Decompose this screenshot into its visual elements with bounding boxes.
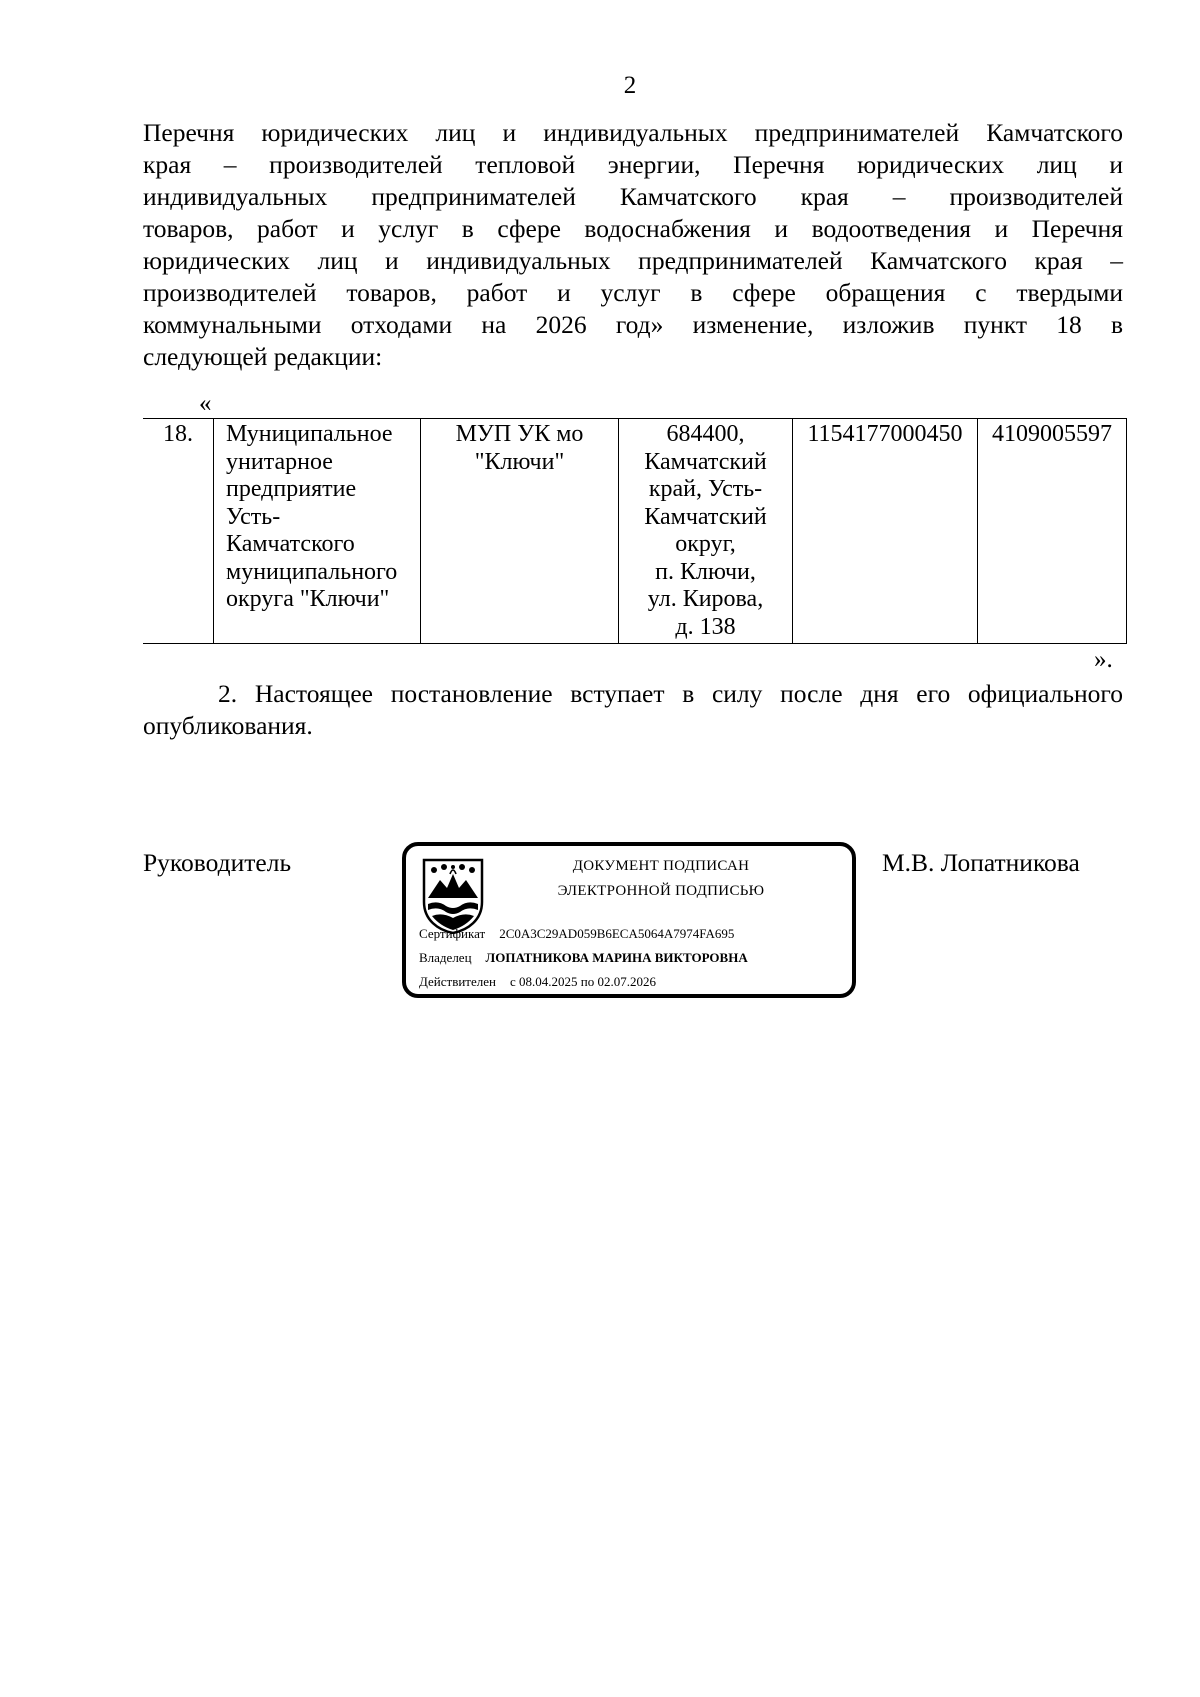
full-name-line: предприятие: [226, 476, 357, 502]
address-cell: [619, 419, 793, 644]
intro-line: товаров, работ и услуг в сфере водоснабжения и водоотведения и Перечня: [143, 214, 1123, 243]
kamchatka-coat-of-arms-icon: [422, 858, 484, 934]
short-name-cell: [421, 419, 619, 644]
full-name-line: Усть-: [226, 503, 281, 530]
validity-label: Действителен: [419, 974, 496, 989]
electronic-signature-stamp: [402, 842, 856, 998]
address-line: Камчатский: [644, 448, 767, 475]
ogrn-cell: [793, 419, 978, 644]
opening-quote: «: [199, 390, 212, 417]
inn-value: 4109005597: [992, 421, 1112, 447]
page-number: 2: [623, 72, 637, 99]
full-name-line: Камчатского: [226, 531, 355, 557]
intro-line: края – производителей тепловой энергии, Перечня юридических лиц и: [143, 150, 1123, 179]
signatory-name: М.В. Лопатникова: [882, 848, 1080, 877]
address-line: Камчатский: [644, 503, 767, 530]
intro-line: юридических лиц и индивидуальных предпринимателей Камчатского края –: [143, 246, 1123, 275]
intro-line: Перечня юридических лиц и индивидуальных предпринимателей Камчатского: [143, 118, 1123, 147]
intro-line: следующей редакции:: [143, 342, 383, 371]
address-line: п. Ключи,: [655, 558, 756, 585]
ogrn-value: 1154177000450: [807, 421, 963, 447]
row-number-cell: [143, 419, 214, 644]
intro-line: производителей товаров, работ и услуг в сфере обращения с твердыми: [143, 278, 1123, 307]
short-name-line: "Ключи": [474, 448, 565, 475]
address-line: ул. Кирова,: [647, 586, 764, 612]
closing-quote: ».: [1094, 646, 1113, 673]
full-name-line: унитарное: [226, 448, 333, 475]
full-name-cell: [214, 419, 421, 644]
stamp-header-line-1: ДОКУМЕНТ ПОДПИСАН: [572, 858, 750, 874]
stamp-certificate-row: [419, 926, 734, 942]
stamp-validity-row: [419, 974, 656, 990]
intro-line: индивидуальных предпринимателей Камчатского края – производителей: [143, 182, 1123, 211]
certificate-value: 2C0A3C29AD059B6ECA5064A7974FA695: [499, 926, 735, 941]
address-line: округ,: [675, 531, 736, 557]
signatory-title: Руководитель: [143, 848, 292, 877]
full-name-line: Муниципальное: [226, 421, 393, 447]
address-line: 684400,: [666, 421, 745, 447]
address-line: д. 138: [675, 613, 736, 640]
clause-2-paragraph: [143, 678, 1123, 742]
table-row: [143, 419, 1127, 644]
inn-cell: [978, 419, 1127, 644]
clause-2-line: опубликования.: [143, 711, 313, 740]
owner-label: Владелец: [419, 950, 472, 965]
short-name-line: МУП УК мо: [455, 421, 584, 447]
stamp-header-line-2: ЭЛЕКТРОННОЙ ПОДПИСЬЮ: [557, 883, 765, 899]
registry-table: [143, 418, 1127, 644]
full-name-line: округа "Ключи": [226, 586, 390, 612]
row-number: 18.: [163, 421, 193, 447]
stamp-owner-row: [419, 950, 748, 966]
address-line: край, Усть-: [648, 476, 763, 502]
full-name-line: муниципального: [226, 558, 398, 585]
owner-value: ЛОПАТНИКОВА МАРИНА ВИКТОРОВНА: [485, 950, 748, 965]
validity-value: с 08.04.2025 по 02.07.2026: [509, 974, 656, 989]
certificate-label: Сертификат: [419, 926, 486, 941]
intro-paragraph: [143, 117, 1123, 373]
intro-line: коммунальными отходами на 2026 год» изменение, изложив пункт 18 в: [143, 310, 1123, 339]
clause-2-line: 2. Настоящее постановление вступает в силу после дня его официального: [218, 679, 1123, 708]
